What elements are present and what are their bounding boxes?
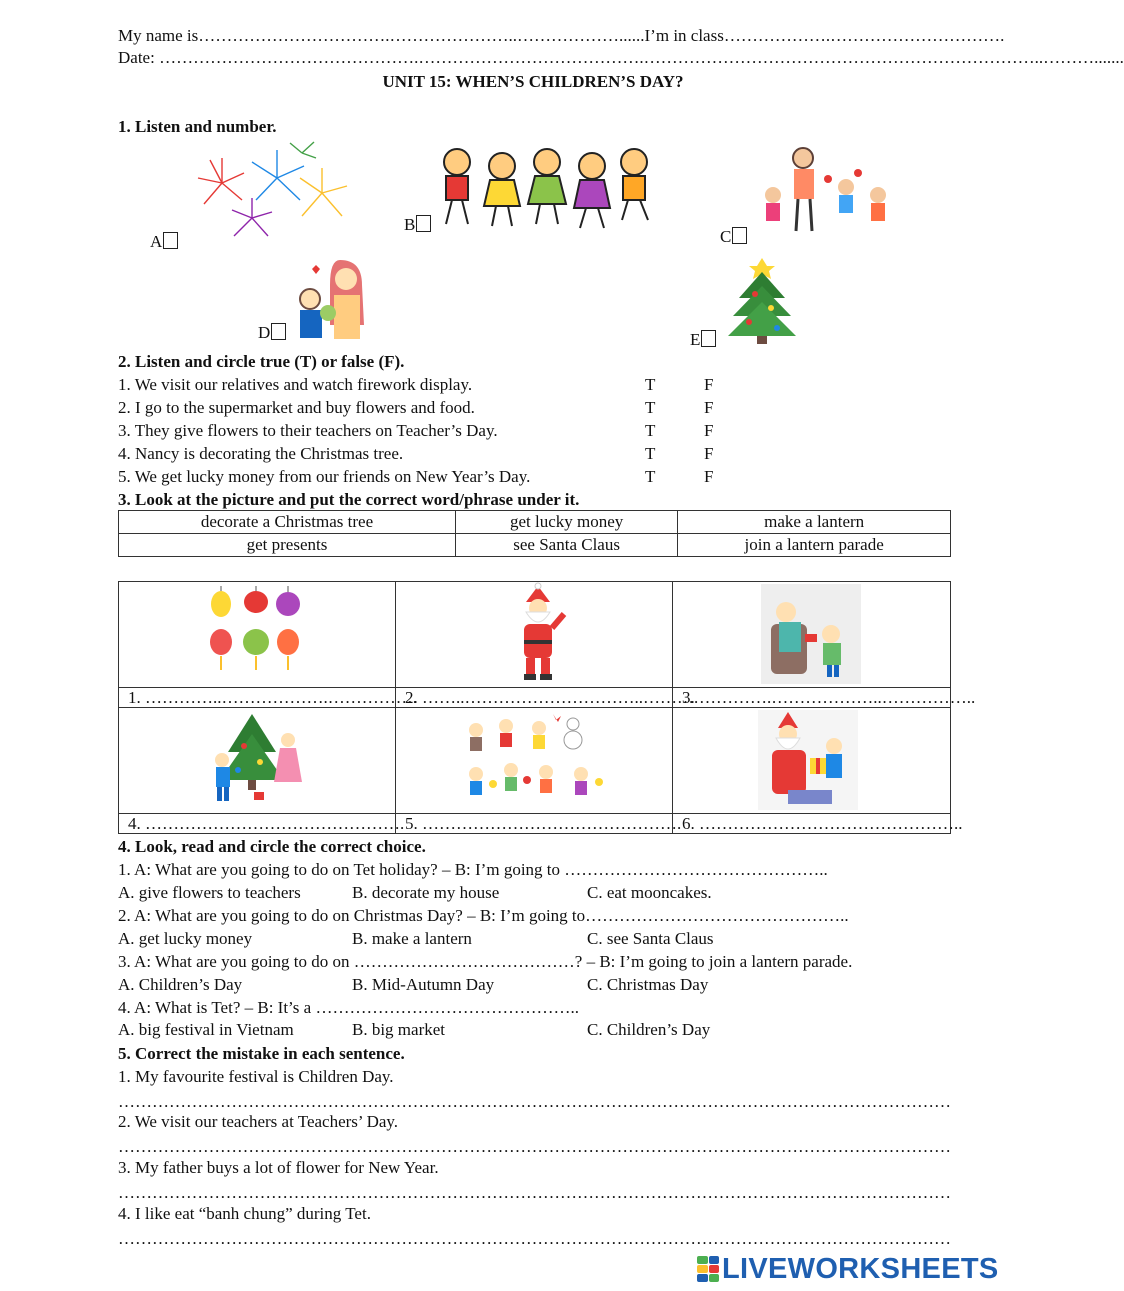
question: 1. A: What are you going to do on Tet holiday? – B: I’m going to ……………………………………….. [118,860,828,879]
false-option[interactable]: F [704,421,714,440]
teacher-children-image [758,143,898,238]
section1-heading: 1. Listen and number. [118,117,277,136]
word-bank-cell: get lucky money [455,511,677,534]
question: 4. A: What is Tet? – B: It’s a ……………………………………….. [118,998,579,1017]
lucky-money-image [761,584,861,684]
fireworks-image [182,138,360,246]
false-option[interactable]: F [704,375,714,394]
caption-blank[interactable]: 1. …………..……………….……………. [128,688,417,707]
logo-blocks-icon [697,1256,719,1282]
section4-heading: 4. Look, read and circle the correct choice. [118,837,426,856]
page-title: UNIT 15: WHEN’S CHILDREN’S DAY? [382,72,684,91]
answer-box-e[interactable] [701,330,716,347]
santa-claus-image [506,584,570,684]
word-bank-cell: make a lantern [678,511,951,534]
choice-b[interactable]: B. big market [352,1020,446,1039]
section2-heading: 2. Listen and circle true (T) or false (F). [118,352,405,371]
true-option[interactable]: T [645,421,656,440]
choice-a[interactable]: A. give flowers to teachers [118,883,301,902]
label-e: E [690,329,716,350]
christmas-tree-image [725,250,800,345]
false-option[interactable]: F [704,444,714,463]
tf-statement: 2. I go to the supermarket and buy flowers and food. [118,398,475,417]
get-presents-image [758,710,858,810]
caption-blank[interactable]: 4. ………………………………………. [128,814,405,833]
boy-giving-flowers-image [290,255,380,343]
true-option[interactable]: T [645,398,656,417]
word-bank-cell: see Santa Claus [455,534,677,557]
lantern-parade-image [461,710,611,810]
date-line: Date: ……………………………………….………………………………….……………………………………………………………..………....... [118,48,1124,67]
caption-blank[interactable]: 5. ………………………………………. [405,814,682,833]
choice-a[interactable]: A. get lucky money [118,929,253,948]
answer-box-d[interactable] [271,323,286,340]
label-a: A [150,231,178,252]
lanterns-image [206,584,306,684]
dancing-children-image [432,140,662,232]
choice-c[interactable]: C. Christmas Day [587,975,709,994]
false-option[interactable]: F [704,398,714,417]
choice-b[interactable]: B. Mid-Autumn Day [352,975,495,994]
section5-heading: 5. Correct the mistake in each sentence. [118,1044,405,1063]
answer-line[interactable]: ………………………………………………………………………………………………………………………………… [118,1092,951,1111]
mistake-sentence: 1. My favourite festival is Children Day. [118,1067,394,1086]
question: 2. A: What are you going to do on Christmas Day? – B: I’m going to……………………………………….. [118,906,849,925]
logo-text: LIVEWORKSHEETS [722,1252,999,1285]
true-option[interactable]: T [645,467,656,486]
choice-b[interactable]: B. make a lantern [352,929,472,948]
section3-heading: 3. Look at the picture and put the correct word/phrase under it. [118,490,580,509]
name-class-line: My name is…………………………….…………………..………………......I’m in class……………….…………………………. [118,26,1005,45]
answer-box-a[interactable] [163,232,178,249]
mistake-sentence: 3. My father buys a lot of flower for New Year. [118,1158,439,1177]
label-d: D [258,322,286,343]
choice-b[interactable]: B. decorate my house [352,883,500,902]
liveworksheets-logo [697,1254,999,1284]
false-option[interactable]: F [704,467,714,486]
word-bank-cell: get presents [119,534,456,557]
tf-statement: 5. We get lucky money from our friends on New Year’s Day. [118,467,531,486]
choice-c[interactable]: C. see Santa Claus [587,929,714,948]
true-option[interactable]: T [645,444,656,463]
word-bank-cell: decorate a Christmas tree [119,511,456,534]
answer-box-b[interactable] [416,215,431,232]
label-c: C [720,226,747,247]
choice-a[interactable]: A. Children’s Day [118,975,243,994]
word-bank-table [118,510,951,557]
mistake-sentence: 4. I like eat “banh chung” during Tet. [118,1204,371,1223]
answer-box-c[interactable] [732,227,747,244]
label-b: B [404,214,431,235]
word-bank-cell: join a lantern parade [678,534,951,557]
caption-blank[interactable]: 2. ……..…………………………..………. [405,688,699,707]
tf-statement: 3. They give flowers to their teachers on Teacher’s Day. [118,421,498,440]
mistake-sentence: 2. We visit our teachers at Teachers’ Day. [118,1112,399,1131]
question: 3. A: What are you going to do on …………………………………? – B: I’m going to join a lantern parade. [118,952,853,971]
answer-line[interactable]: ………………………………………………………………………………………………………………………………… [118,1183,951,1202]
answer-line[interactable]: ………………………………………………………………………………………………………………………………… [118,1137,951,1156]
picture-grid [118,581,976,834]
choice-a[interactable]: A. big festival in Vietnam [118,1020,294,1039]
tf-statement: 4. Nancy is decorating the Christmas tree. [118,444,404,463]
answer-line[interactable]: ………………………………………………………………………………………………………………………………… [118,1229,951,1248]
choice-c[interactable]: C. eat mooncakes. [587,883,712,902]
caption-blank[interactable]: 6. ……………………………………….. [682,814,963,833]
true-option[interactable]: T [645,375,656,394]
caption-blank[interactable]: 3. ………….………………..…………….. [682,688,976,707]
choice-c[interactable]: C. Children’s Day [587,1020,711,1039]
decorating-tree-image [210,710,305,810]
tf-statement: 1. We visit our relatives and watch firework display. [118,375,473,394]
